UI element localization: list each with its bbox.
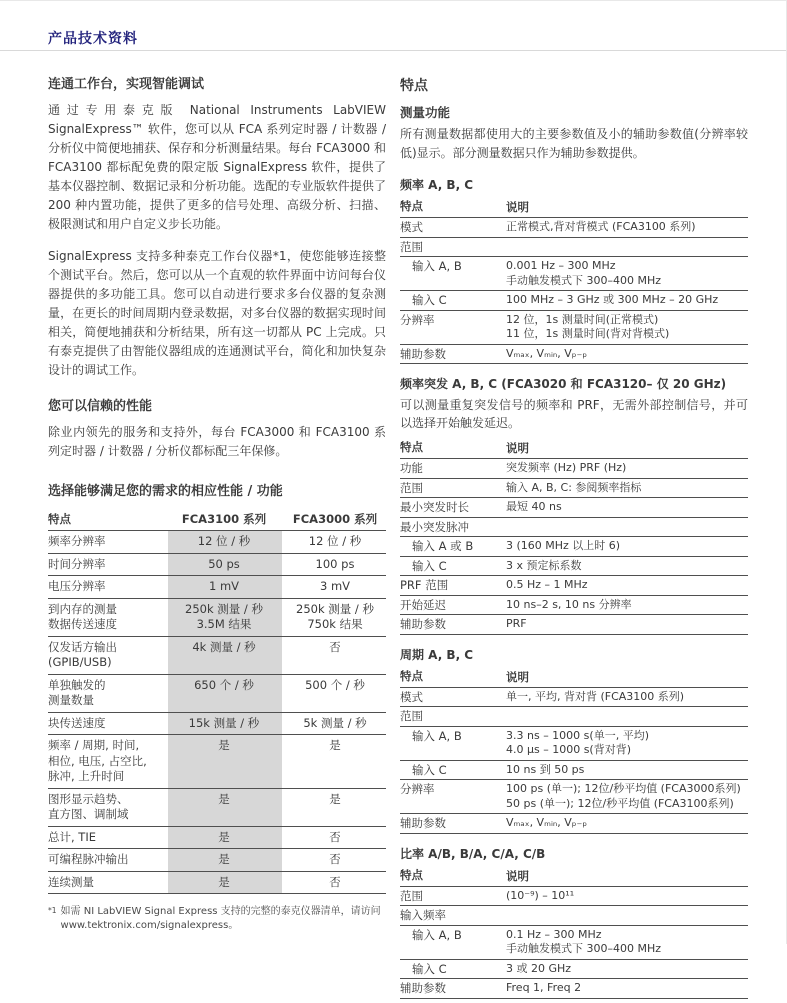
spec-value-line: 100 ps (单一); 12位/秒平均值 (FCA3000系列): [506, 782, 741, 795]
spec-table-header-row: [400, 197, 748, 218]
spec-value: [506, 709, 748, 724]
cell-line: 脉冲, 上升时间: [48, 769, 125, 783]
spec-value: [506, 763, 748, 778]
table-row: [48, 554, 386, 577]
spec-label: 分辨率: [400, 782, 435, 796]
spec-value: [506, 690, 748, 705]
spec-label: 输入 C: [412, 762, 447, 777]
table-row: [48, 576, 386, 599]
spec-value-line: 最短 40 ns: [506, 500, 562, 513]
cell-line: 250k 测量 / 秒: [296, 601, 374, 616]
feature-cell: [48, 713, 168, 735]
spec-row: [400, 906, 748, 926]
spec-value-line: 3 x 预定标系数: [506, 558, 582, 572]
spec-table-burst: [400, 438, 748, 635]
spec-label: PRF 范围: [400, 578, 449, 592]
spec-value-line: Vₘₐₓ, Vₘᵢₙ, Vₚ₋ₚ: [506, 346, 588, 360]
spec-value-line: 0.5 Hz – 1 MHz: [506, 578, 588, 591]
spec-value-line: 0.1 Hz – 300 MHz: [506, 927, 602, 941]
table-row: [48, 872, 386, 895]
column-header: FCA3100 系列: [181, 512, 267, 526]
table-row: [48, 849, 386, 872]
spec-row: [400, 979, 748, 999]
spec-row: [400, 498, 748, 518]
table-row: [48, 713, 386, 736]
footnote: [48, 905, 386, 933]
spec-row: [400, 596, 748, 616]
cell-line: 块传送速度: [48, 715, 106, 730]
spec-row: [400, 887, 748, 907]
value-cell: [168, 599, 282, 636]
footnote-line: 如需 NI LabVIEW Signal Express 支持的完整的泰克仪器清单，请访问: [60, 906, 381, 917]
spec-label: 输入 C: [412, 961, 447, 976]
paragraph-connect-1: 通过专用泰克版 National Instruments LabVIEW SignalExpress™ 软件，您可以从 FCA 系列定时器 / 计数器 / 分析仪中简便地捕获、保存和分析测量结果。每台 FCA3000 和 FCA3100 都标配免费的限定版 SignalExpress 软件，提供了基本仪器控制、数据记录和分析功能。选配的专业版软件提供了 200 种内置功能，提供了更多的信号处理、高级分析、扫描、极限测试和用户自定义步长功能。: [48, 103, 386, 231]
spec-row: [400, 479, 748, 499]
cell-line: 50 ps: [208, 556, 240, 571]
table-row: [48, 531, 386, 554]
cell-line: 时间分辨率: [48, 556, 106, 571]
value-cell: [282, 827, 390, 849]
spec-value: [506, 962, 748, 977]
spec-column-header: 特点: [400, 668, 423, 683]
feature-cell: [48, 599, 168, 636]
paragraph-connect-2: SignalExpress 支持多种泰克工作台仪器*1，使您能够连接整个测试平台。然后，您可以从一个直观的软件界面中访问每台仪器提供的多功能工具。您可以自动进行要求多台仪器的复杂测量，在更长的时间周期内登录数据，对多台仪器的数据实现时间相关，简便地捕获和分析结果，所有这一切都从 PC 上完成。只有泰克提供了由智能仪器组成的连通测试平台，简化和加快复杂设计的调试工作。: [48, 249, 386, 377]
spec-column-header: 说明: [506, 669, 529, 684]
value-cell: [168, 637, 282, 674]
spec-title-period: 周期 A, B, C: [400, 647, 474, 662]
spec-table-ratio: [400, 866, 748, 999]
spec-label: 范围: [400, 480, 423, 495]
cell-line: 否: [329, 829, 341, 844]
spec-label: 输入 A, B: [412, 728, 462, 743]
spec-title-frequency: 频率 A, B, C: [400, 178, 474, 192]
cell-line: 500 个 / 秒: [305, 677, 365, 692]
feature-cell: [48, 576, 168, 598]
spec-value: [506, 889, 748, 904]
cell-line: 是: [218, 874, 230, 889]
spec-label: 辅助参数: [400, 816, 446, 830]
spec-value: [506, 729, 748, 758]
value-cell: [282, 735, 390, 788]
spec-label: 输入频率: [400, 908, 446, 922]
spec-label: 辅助参数: [400, 981, 446, 995]
spec-value: [506, 559, 748, 574]
value-cell: [282, 599, 390, 636]
spec-row: [400, 814, 748, 834]
value-cell: [168, 576, 282, 598]
feature-cell: [48, 827, 168, 849]
spec-row: [400, 727, 748, 761]
spec-value: [506, 220, 748, 235]
cell-line: 3.5M 结果: [196, 617, 252, 631]
spec-label: 输入 A, B: [412, 927, 462, 942]
spec-label: 输入 C: [412, 293, 447, 307]
spec-row: [400, 311, 748, 345]
spec-title-burst: 频率突发 A, B, C (FCA3020 和 FCA3120– 仅 20 GHz): [400, 377, 727, 391]
feature-cell: [48, 675, 168, 712]
spec-value-line: PRF: [506, 617, 527, 630]
feature-cell: [48, 872, 168, 894]
cell-line: 仅发话方输出: [48, 639, 117, 654]
value-cell: [168, 872, 282, 894]
spec-value: [506, 539, 748, 554]
value-cell: [282, 576, 390, 598]
value-cell: [168, 554, 282, 576]
feature-cell: [48, 849, 168, 871]
spec-value: [506, 500, 748, 515]
spec-column-header: 特点: [400, 440, 423, 454]
spec-title-ratio: 比率 A/B, B/A, C/A, C/B: [400, 846, 546, 861]
spec-label: 范围: [400, 709, 423, 723]
cell-line: 3 mV: [319, 579, 351, 593]
spec-value-line: 100 MHz – 3 GHz 或 300 MHz – 20 GHz: [506, 293, 719, 306]
spec-column-header: 说明: [506, 200, 529, 214]
spec-label: 输入 C: [412, 558, 447, 573]
spec-label: 最小突发时长: [400, 500, 469, 514]
spec-value: [506, 293, 748, 308]
spec-column-header: 特点: [400, 867, 423, 882]
footnote-text: [61, 905, 381, 933]
value-cell: [282, 849, 390, 871]
spec-label: 辅助参数: [400, 346, 446, 361]
spec-row: [400, 557, 748, 577]
spec-value: [506, 782, 748, 811]
spec-value: [506, 240, 748, 255]
spec-value: [506, 481, 748, 496]
cell-line: 是: [218, 791, 230, 806]
spec-table-header-row: [400, 667, 748, 688]
spec-value: [506, 908, 748, 923]
cell-line: 4k 测量 / 秒: [192, 639, 256, 654]
column-header: FCA3000 系列: [292, 512, 378, 526]
spec-table-header-row: [400, 866, 748, 887]
spec-row: [400, 688, 748, 708]
table-row: [48, 789, 386, 827]
spec-label: 功能: [400, 461, 423, 475]
spec-row: [400, 761, 748, 781]
cell-line: 是: [329, 738, 341, 752]
paragraph-performance: 除业内领先的服务和支持外，每台 FCA3000 和 FCA3100 系列定时器 / 计数器 / 分析仪都标配三年保修。: [48, 425, 386, 458]
spec-value: [506, 347, 748, 362]
comparison-table: [48, 508, 386, 894]
spec-row: [400, 707, 748, 727]
spec-value: [506, 928, 748, 957]
cell-line: 数据传送速度: [48, 617, 117, 631]
cell-line: 否: [329, 874, 341, 889]
spec-table-frequency: [400, 197, 748, 364]
cell-line: 频率分辨率: [48, 534, 106, 548]
cell-line: (GPIB/USB): [48, 655, 112, 669]
spec-value-line: 4.0 μs – 1000 s(背对背): [506, 743, 632, 756]
footnote-marker: *1: [48, 906, 57, 915]
spec-value-line: 突发频率 (Hz) PRF (Hz): [506, 461, 627, 474]
cell-line: 相位, 电压, 占空比,: [48, 753, 147, 768]
spec-value-line: 12 位，1s 测量时间(正常模式): [506, 312, 659, 326]
cell-line: 可编程脉冲输出: [48, 852, 129, 866]
cell-line: 直方图、调制域: [48, 807, 129, 821]
spec-value: [506, 981, 748, 996]
spec-row: [400, 576, 748, 596]
footnote-url: www.tektronix.com/signalexpress。: [60, 920, 239, 931]
spec-column-header: 特点: [400, 199, 423, 213]
cell-line: 100 ps: [315, 556, 355, 571]
value-cell: [168, 675, 282, 712]
spec-value: [506, 313, 748, 342]
cell-line: 750k 结果: [307, 617, 363, 631]
spec-value: [506, 578, 748, 593]
cell-line: 是: [218, 829, 230, 844]
cell-line: 650 个 / 秒: [194, 677, 254, 692]
spec-value: [506, 617, 748, 632]
column-header: 特点: [48, 512, 71, 526]
spec-value-line: Vₘₐₓ, Vₘᵢₙ, Vₚ₋ₚ: [506, 816, 588, 829]
spec-table-period: [400, 667, 748, 834]
spec-row: [400, 291, 748, 311]
feature-cell: [48, 637, 168, 674]
spec-column-header: 说明: [506, 441, 529, 455]
spec-value-line: 3 或 20 GHz: [506, 961, 572, 975]
spec-label: 模式: [400, 220, 423, 234]
spec-value-line: 3.3 ns – 1000 s(单一, 平均): [506, 728, 649, 742]
spec-row: [400, 537, 748, 557]
cell-line: 12 位 / 秒: [197, 534, 251, 548]
spec-value-line: 手动触发模式下 300–400 MHz: [506, 942, 662, 955]
spec-label: 开始延迟: [400, 597, 446, 612]
spec-value-line: 手动触发模式下 300–400 MHz: [506, 273, 662, 287]
table-row: [48, 675, 386, 713]
cell-line: 电压分辨率: [48, 579, 106, 593]
spec-row: [400, 459, 748, 479]
table-row: [48, 599, 386, 637]
section-title-connect: 连通工作台，实现智能调试: [48, 77, 205, 92]
spec-label: 最小突发脉冲: [400, 519, 469, 534]
cell-line: 连续测量: [48, 874, 94, 889]
spec-label: 模式: [400, 689, 423, 704]
spec-value-line: 11 位，1s 测量时间(背对背模式): [506, 327, 670, 340]
table-row: [48, 637, 386, 675]
left-column: [48, 73, 386, 933]
cell-line: 单独触发的: [48, 677, 106, 692]
spec-row: [400, 345, 748, 365]
spec-value: [506, 259, 748, 288]
cell-line: 测量数量: [48, 693, 94, 707]
cell-line: 15k 测量 / 秒: [188, 715, 260, 730]
cell-line: 5k 测量 / 秒: [303, 715, 367, 730]
table-row: [48, 735, 386, 789]
spec-column-header: 说明: [506, 868, 529, 883]
spec-value-line: 3 (160 MHz 以上时 6): [506, 539, 621, 552]
spec-value-line: (10⁻⁹) – 10¹¹: [506, 888, 575, 902]
spec-value-line: Freq 1, Freq 2: [506, 981, 582, 994]
spec-value: [506, 461, 748, 476]
cell-line: 是: [329, 791, 341, 806]
spec-label: 分辨率: [400, 312, 435, 327]
value-cell: [282, 872, 390, 894]
spec-row: [400, 238, 748, 258]
page-title: 产品技术资料: [48, 31, 138, 47]
spec-value: [506, 520, 748, 535]
value-cell: [168, 827, 282, 849]
value-cell: [168, 713, 282, 735]
spec-value-line: 单一, 平均, 背对背 (FCA3100 系列): [506, 689, 685, 703]
spec-label: 范围: [400, 239, 423, 254]
spec-value-line: 正常模式,背对背模式 (FCA3100 系列): [506, 220, 696, 233]
right-column: [400, 75, 748, 1003]
spec-row: [400, 518, 748, 538]
spec-row: [400, 615, 748, 635]
spec-row: [400, 960, 748, 980]
cell-line: 是: [218, 738, 230, 752]
feature-cell: [48, 735, 168, 788]
cell-line: 12 位 / 秒: [308, 534, 362, 548]
cell-line: 图形显示趋势、: [48, 791, 129, 806]
spec-row: [400, 257, 748, 291]
value-cell: [168, 531, 282, 553]
cell-line: 频率 / 周期, 时间,: [48, 738, 140, 752]
section-title-features: 特点: [400, 78, 428, 94]
feature-cell: [48, 554, 168, 576]
value-cell: [282, 713, 390, 735]
cell-line: 总计, TIE: [48, 829, 96, 844]
spec-label: 范围: [400, 888, 423, 903]
cell-line: 否: [329, 639, 341, 654]
comparison-table-header-row: [48, 508, 386, 531]
spec-label: 输入 A, B: [412, 259, 462, 273]
cell-line: 否: [329, 852, 341, 866]
cell-line: 到内存的测量: [48, 601, 117, 616]
header-divider: [0, 50, 786, 51]
spec-value-line: 10 ns 到 50 ps: [506, 762, 585, 776]
table-row: [48, 827, 386, 850]
value-cell: [168, 849, 282, 871]
section-title-performance: 您可以信赖的性能: [48, 399, 153, 414]
spec-label: 辅助参数: [400, 617, 446, 631]
spec-value-line: 10 ns–2 s, 10 ns 分辨率: [506, 597, 632, 611]
cell-line: 是: [218, 852, 230, 866]
spec-value: [506, 816, 748, 831]
spec-table-header-row: [400, 438, 748, 459]
spec-value-line: 输入 A, B, C: 参阅频率指标: [506, 480, 642, 494]
spec-row: [400, 780, 748, 814]
value-cell: [168, 789, 282, 826]
spec-value: [506, 598, 748, 613]
value-cell: [282, 637, 390, 674]
value-cell: [168, 735, 282, 788]
subsection-title-measurement: 测量功能: [400, 105, 451, 120]
section-title-comparison: 选择能够满足您的需求的相应性能 / 功能: [48, 484, 283, 499]
value-cell: [282, 554, 390, 576]
spec-row: [400, 926, 748, 960]
spec-value-line: 0.001 Hz – 300 MHz: [506, 259, 616, 272]
value-cell: [282, 789, 390, 826]
value-cell: [282, 531, 390, 553]
feature-cell: [48, 789, 168, 826]
spec-label: 输入 A 或 B: [412, 539, 474, 553]
spec-row: [400, 218, 748, 238]
cell-line: 1 mV: [208, 579, 240, 593]
spec-value-line: 50 ps (单一); 12位/秒平均值 (FCA3100系列): [506, 796, 734, 810]
paragraph-measurement: 所有测量数据都使用大的主要参数值及小的辅助参数值(分辨率较低)显示。部分测量数据只作为辅助参数提供。: [400, 127, 748, 160]
feature-cell: [48, 531, 168, 553]
cell-line: 250k 测量 / 秒: [185, 601, 263, 616]
value-cell: [282, 675, 390, 712]
paragraph-burst: 可以测量重复突发信号的频率和 PRF，无需外部控制信号，并可以选择开始触发延迟。: [400, 398, 748, 430]
